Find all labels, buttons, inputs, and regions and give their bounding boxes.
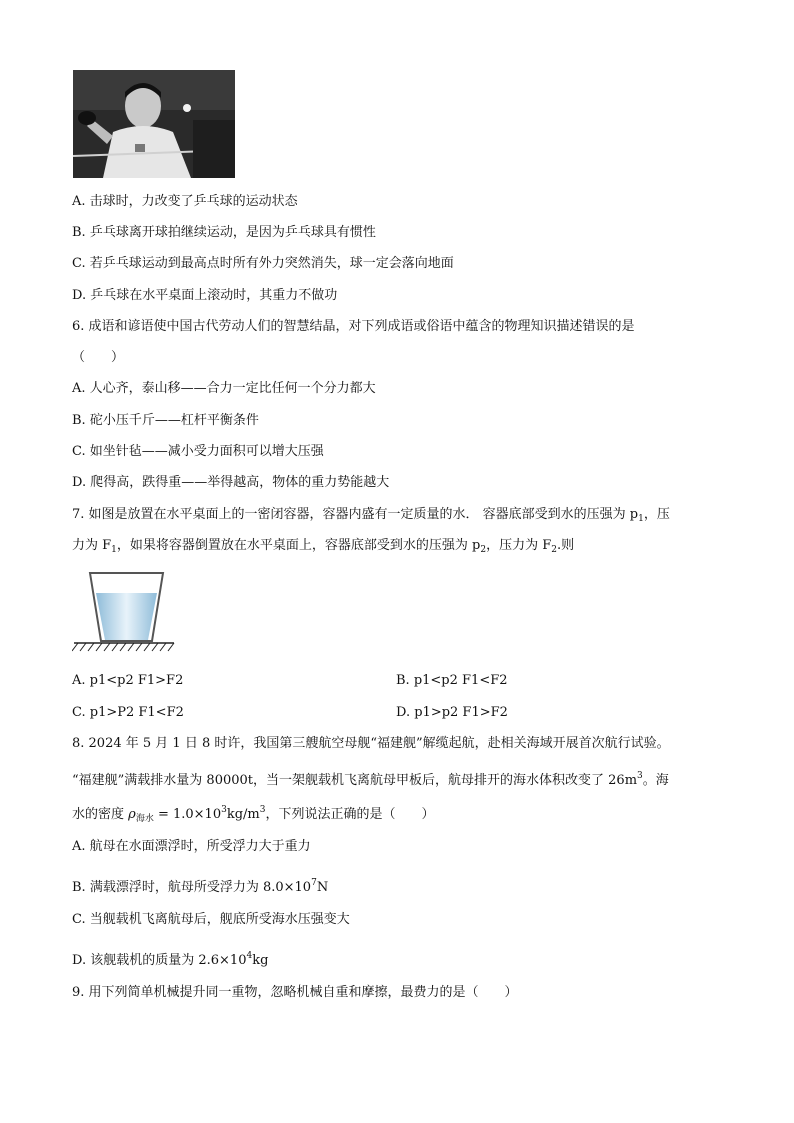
table-tennis-photo bbox=[73, 70, 235, 178]
mass-value: 2.6×10 bbox=[194, 953, 247, 968]
q8-option-a: A. 航母在水面漂浮时，所受浮力大于重力 bbox=[72, 839, 311, 854]
q6-stem: 6. 成语和谚语使中国古代劳动人们的智慧结晶，对下列成语或俗语中蕴含的物理知识描述错误的是 bbox=[72, 319, 635, 334]
subscript: 1 bbox=[638, 514, 644, 524]
q6-answer-blank: （ ） bbox=[72, 350, 125, 365]
q5-option-a: A. 击球时，力改变了乒乓球的运动状态 bbox=[72, 194, 298, 209]
container-figure bbox=[72, 565, 182, 655]
subscript: 2 bbox=[480, 545, 487, 555]
q7-stem-text: 力为 F bbox=[72, 538, 112, 553]
subscript: 1 bbox=[111, 545, 117, 555]
superscript: 4 bbox=[246, 951, 253, 961]
density-unit: kg/m bbox=[226, 807, 260, 822]
q7-stem-text: ，压 bbox=[643, 507, 670, 522]
q7-option-b: B. p1<p2 F1<F2 bbox=[396, 673, 508, 688]
q6-option-d: D. 爬得高，跌得重——举得越高，物体的重力势能越大 bbox=[72, 475, 390, 490]
buoyancy-value: 8.0×10 bbox=[258, 880, 312, 895]
q8-stem-text: “福建舰”满载排水量为 80000t，当一架舰载机飞离航母甲板后，航母排开的海水体积改变了 bbox=[72, 773, 605, 788]
q8-stem-text: ，下列说法正确的是（ ） bbox=[265, 807, 435, 822]
q8-option-text: D. 该舰载机的质量为 bbox=[72, 953, 195, 968]
density-value: = 1.0×10 bbox=[153, 807, 222, 822]
rho-symbol: ρ bbox=[128, 807, 136, 822]
q5-option-c: C. 若乒乓球运动到最高点时所有外力突然消失，球一定会落向地面 bbox=[72, 256, 454, 271]
mass-unit: kg bbox=[252, 953, 269, 968]
q9-stem: 9. 用下列简单机械提升同一重物，忽略机械自重和摩擦，最费力的是（ ） bbox=[72, 985, 518, 1000]
q8-option-b bbox=[72, 874, 328, 897]
superscript: 3 bbox=[259, 805, 266, 815]
q6-option-a: A. 人心齐，泰山移——合力一定比任何一个分力都大 bbox=[72, 381, 376, 396]
q6-option-c: C. 如坐针毡——减小受力面积可以增大压强 bbox=[72, 444, 324, 459]
q8-stem-text: 水的密度 bbox=[72, 807, 125, 822]
superscript: 3 bbox=[221, 805, 227, 815]
q7-stem-line1 bbox=[72, 506, 670, 528]
subscript: 海水 bbox=[135, 814, 154, 824]
q6-option-b: B. 砣小压千斤——杠杆平衡条件 bbox=[72, 413, 259, 428]
q8-stem-line2 bbox=[72, 767, 669, 790]
q8-option-d bbox=[72, 947, 268, 970]
q7-stem-line2 bbox=[72, 537, 574, 559]
q8-stem-line3 bbox=[72, 801, 435, 828]
q7-stem-text: ，压力为 F bbox=[486, 538, 552, 553]
q8-option-c: C. 当舰载机飞离航母后，舰底所受海水压强变大 bbox=[72, 912, 350, 927]
q7-option-a: A. p1<p2 F1>F2 bbox=[72, 673, 184, 688]
q8-stem-line1: 8. 2024 年 5 月 1 日 8 时许，我国第三艘航空母舰“福建舰”解缆起航，赴相关海域开展首次航行试验。 bbox=[72, 736, 670, 751]
superscript: 3 bbox=[637, 771, 643, 781]
superscript: 7 bbox=[311, 878, 317, 888]
q8-option-text: B. 满载漂浮时，航母所受浮力为 bbox=[72, 880, 259, 895]
q5-option-b: B. 乒乓球离开球拍继续运动，是因为乒乓球具有惯性 bbox=[72, 225, 376, 240]
subscript: 2 bbox=[551, 545, 557, 555]
volume-value: 26m bbox=[608, 773, 638, 788]
q7-stem-text: 7. 如图是放置在水平桌面上的一密闭容器，容器内盛有一定质量的水． 容器底部受到水的压强为 p bbox=[72, 507, 639, 522]
q5-option-d: D. 乒乓球在水平桌面上滚动时，其重力不做功 bbox=[72, 288, 338, 303]
q7-stem-text: .则 bbox=[556, 538, 575, 553]
q7-stem-text: ，如果将容器倒置放在水平桌面上，容器底部受到水的压强为 p bbox=[116, 538, 481, 553]
force-unit: N bbox=[316, 880, 329, 895]
q7-option-c: C. p1>P2 F1<F2 bbox=[72, 705, 184, 720]
q7-option-d: D. p1>p2 F1>F2 bbox=[396, 705, 508, 720]
table-tennis-player-icon bbox=[73, 70, 235, 178]
water-container-icon bbox=[72, 565, 182, 655]
q8-stem-text: 。海 bbox=[642, 773, 669, 788]
